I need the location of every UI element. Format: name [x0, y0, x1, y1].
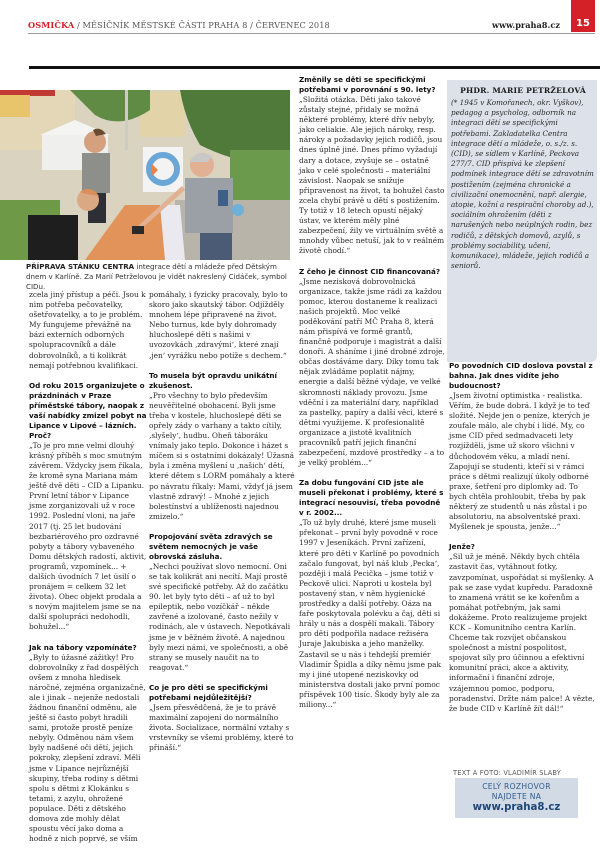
caption-title: PŘÍPRAVA STÁNKU CENTRA [26, 262, 135, 271]
promo-url-link[interactable]: www.praha8.cz [472, 802, 561, 813]
interview-answer: „To už byly druhé, které jsme museli překonat – první byly povodně v roce 1997 v Jeseníkách. První zařízení, které pro děti v Karlíně po povodních začalo fungovat, byl náš klub ‚Pecka‘, později i malá Pecička – jsme totiž v Peckově ulici. Naproti u kostela byl postavený stan, v něm hygienické prostředky a další potřeby. Oáza na faře poskytovala polévku a čaj, děti si hrály u nás a dospělí makali. Tábory pro děti podpořila nadace režiséra Juraje Jakubiska a jeho manželky. Zastavil se u nás i tehdejší premiér Vladimír Špidla a díky němu jsme pak my i jiné utopené neziskovky od ministerstva dostali jako první pomoc příspěvek 100 tisíc. Škody byly ale za miliony...“ [299, 518, 441, 709]
interview-answer: „Byly to úžasné zážitky! Pro dobrovolníky z řad dospělých ovšem z mnoha hledisek náročné, zejména organizačně, ale i jinak – nejenže nedostali žádnou finanční odměnu, ale ještě si často pobyt hradili sami, protože prostě peníze nebyly. Odměnou nám všem byly nadšené oči dětí, jejich pokroky, zlepšení zdraví. Měli jsme v Lipance nejrůznější skupiny, třeba rodiny s dětmi spolu s dětmi z Klokánku s tetami, z azylu, ohrožené populace. Děti z dětského domova zde mohly dělat spoustu věcí jako doma a hodně z nich poprvé, se vším [29, 652, 146, 844]
interview-answer: „Složitá otázka. Děti jako takové zůstaly stejné, přidaly se možná některé problémy, které dřív nebyly, jako celiakie. Ale jejich nároky, resp. nároky a požadavky jejich rodičů, jsou dnes úplně jiné. Dnes přímo vyžadují dary a dotace, zvyšuje se – ostatně jako v celé společnosti – materiální závislost. Naopak se snižuje připravenost na život, ta bohužel často zcela chybí právě u dětí s postižením. Ty totiž v 18 letech opustí nějaký ústav, ve kterém měly plné zabezpečení, žily ve virtuálním světě a mnohdy vůbec netuší, jak to v reálném životě chodí.“ [299, 95, 445, 256]
interview-answer: „Jsem životní optimistka - realistka. Věřím, že bude dobrá. I když je to teď složité. Nejde jen o peníze, kterých je zoufale málo, ale chybí i lidé. My, co jsme CID před sedmadvaceti lety rozjížděli, jsme už skoro všichni v důchodovém věku, a mladí není. Zapojují se studenti, kteří si v rámci práce s dětmi realizují úkoly odborné praxe, šetření pro diplomky ad. To bych chtěla prohloubit, třeba by pak některý ze studentů u nás zůstal i po absolutoriu, na absolventské praxi. Myšlenek je spousta, jenže...“ [449, 391, 590, 532]
article-column-4 [449, 361, 595, 724]
author-credit: TEXT A FOTO: VLADIMÍR SLABÝ [453, 769, 562, 777]
page-header [0, 0, 600, 40]
interview-question: Co je pro děti se specifickými potřebami nejdůležitější? [149, 682, 268, 702]
caption-text: integrace dětí a mládeže před Dětským dnem v Karlíně. Za Marií Petrželovou je vidět nakreslený Cidáček, symbol CIDu. [26, 262, 287, 291]
paragraph: zcela jiný přístup a péči. Jsou k nim potřeba pečovatelky, ošetřovatelky, a to je problém. My fungujeme převážně na bázi externích odborných spolupracovníků a dále dobrovolníků, a ti kolikrát nemají potřebnou kvalifikaci. [29, 290, 146, 370]
section-divider [29, 66, 600, 69]
header-divider [28, 33, 595, 34]
promo-line-2: NAJDETE NA [491, 791, 542, 801]
interview-question: Od roku 2015 organizujete o prázdninách v Praze příměstské tábory, naopak z vaší nabídky zmizel pobyt na Lipance v Lipové – lázních. Proč? [29, 380, 147, 440]
issue-info: / MĚSÍČNÍK MĚSTSKÉ ČÁSTI PRAHA 8 / ČERVENEC 2018 [74, 20, 330, 30]
interview-answer: „Sil už je méně. Někdy bych chtěla zastavit čas, vytáhnout fotky, zavzpomínat, uspořádat si myšlenky. A pak se zase vydat kupředu. Paradoxně to znamená vrátit se ke kořenům a pomáhat potřebným, jak sami dokážeme. Proto realizujeme projekt KCK – Komunitního centra Karlín. Chceme tak rozvíjet občanskou společnost a místní pospolitost, spojovat síly pro účinnou a efektivní komunitní práci, akce a aktivity, informační i finanční zdroje, vzájemnou pomoc, podporu, poradenství. Držte nám palce! A vězte, že bude CID v Karlíně žít dál!“ [449, 552, 595, 713]
interview-answer: „Nechci používat slovo nemocní. Oni se tak kolikrát ani necítí. Mají prostě své specifické potřeby. Až do začátku 90. let byly tyto děti – ať už to byl epileptik, nebo vozíčkář – někde zavřené a izolované, často nežily v rodinách, ale v ústavech. Nepotkávali jsme je v běžném životě. A najednou byly mezi námi, ve společnosti, a obě strany se musely naučit na to reagovat.“ [149, 561, 291, 672]
interview-answer: „Jsme nezisková dobrovolnická organizace, takže jsme rádi za každou pomoc, kterou dostaneme k realizaci našich projektů. Moc velké poděkování patří MČ Praha 8, která nám přispívá ve formě grantů, finančně podporuje i magistrát a další donoři. A sháníme i jiné drobné zdroje, občas dostáváme dary. Díky tomu tak nějak zvládáme poplatit nájmy, energie a další běžné výdaje, ve velké skromnosti náklady provozu. Jsme vděční i za materiální dary, například za pastelky, papíry a další věci, které s dětmi využijeme. K profesionalitě organizace a jistotě kvalitních pracovníků patří jejich finanční zabezpečení, mzdové prostředky – a to je velký problém...“ [299, 276, 445, 468]
interview-answer: „To je pro mne velmi dlouhý krásný příběh s moc smutným závěrem. Vždycky jsem říkala, že kromě syna Mariana mám ještě dvě děti – CID a Lipanku. První letní tábor v Lipance jsme zorganizovali už v roce 1992. Poslední vloni, na jaře 2017 (tj. 25 let budování bezbariérového pro ozdravné pobyty a tábory vybaveného Domu dětských radostí, aktivit, programů, vzpomínek... + dalších úvodních 7 let úsilí o pronájem = celkem 32 let života). Obec objekt prodala a s novým majitelem jsme se na další spolupráci nedohodli, bohužel...“ [29, 440, 147, 632]
bio-name: PHDR. MARIE PETRŽELOVÁ [460, 86, 586, 95]
interview-answer: „Jsem přesvědčená, že je to právě maximální zapojení do normálního života. Socializace, normální vztahy s vrstevníky se všemi problémy, které to přináší.“ [149, 702, 294, 753]
article-photo [0, 90, 290, 260]
interview-question: Jenže? [449, 542, 475, 552]
publication-title [28, 20, 330, 30]
header-url-link[interactable]: www.praha8.cz [492, 20, 560, 30]
interview-question: Po povodních CID doslova povstal z bahna. Jak dnes vidíte jeho budoucnost? [449, 361, 593, 390]
promo-line-1: CELÝ ROZHOVOR [482, 782, 551, 791]
page-number: 15 [576, 18, 590, 29]
interview-question: To musela být opravdu unikátní zkušenost. [149, 370, 278, 390]
brand-name: OSMIČKA [28, 20, 75, 30]
interview-question: Za dobu fungování CID jste ale museli překonat i problémy, které s integrací nesouvisí, třeba povodně v r. 2002... [299, 478, 444, 518]
article-column-2 [149, 290, 296, 763]
photo-illustration [0, 90, 290, 260]
interview-question: Propojování světa zdravých se světem nemocných je vaše obrovská zásluha. [149, 531, 273, 561]
interview-question: Jak na tábory vzpomínáte? [29, 642, 137, 652]
interview-question: Z čeho je činnost CID financovaná? [299, 266, 441, 276]
paragraph: pomáhaly, i fyzicky pracovaly, bylo to skoro jako skautský tábor. Odjížděly mnohem lépe připravené na život. Nebo turnus, kde byly dohromady hluchoslepé děti s našimi v uvozovkách ‚zdravými‘, které znají ‚jen‘ vyrážku nebo potíže s dechem.“ [149, 290, 288, 360]
article-column-1 [29, 290, 147, 854]
bio-box [447, 80, 597, 362]
full-interview-promo[interactable] [455, 778, 578, 818]
page-number-badge [571, 0, 595, 32]
article-column-3 [299, 75, 445, 720]
interview-question: Změnily se děti se specifickými potřebami v porovnání s 90. lety? [299, 75, 436, 94]
interview-answer: „Pro všechny to bylo především neuvěřitelné obohacení. Byli jsme třeba v kostele, hluchoslepé děti se opřely zády o varhany a takto cítily, ‚slyšely‘, hudbu. Oheň táboráku vnímaly jako teplo. Dokonce i házet s míčem si s ostatními dokázaly! Úžasná byla i změna myšlení u ‚našich‘ dětí, které dětem s LORM pomáhaly a které po návratu říkaly: Mami, vždyť já jsem vlastně zdravý! – Mnohé z jejich bolestínství a ublíženosti najednou zmizelo.“ [149, 390, 295, 521]
bio-text: (* 1945 v Komořanech, okr. Vyškov), pedagog a psycholog, odborník na integraci dětí se specifickými potřebami. Zakladatelka Centra integrace dětí a mládeže, o. s./z. s. (CID), se sídlem v Karlíně, Peckova 277/7. CID přispívá ke zlepšení podmínek integrace dětí se zdravotním postižením (zejména chronické a civilizační onemocnění, např. alergie, atopie, kožní a respirační choroby ad.), sociálním ohrožením (děti z narušených nebo neúplných rodin, bez rodičů, z dětských domovů, azylů, s problémy sociability, učení, komunikace), mládeže, jejich rodičů a seniorů. [451, 98, 594, 271]
photo-caption [26, 262, 294, 292]
